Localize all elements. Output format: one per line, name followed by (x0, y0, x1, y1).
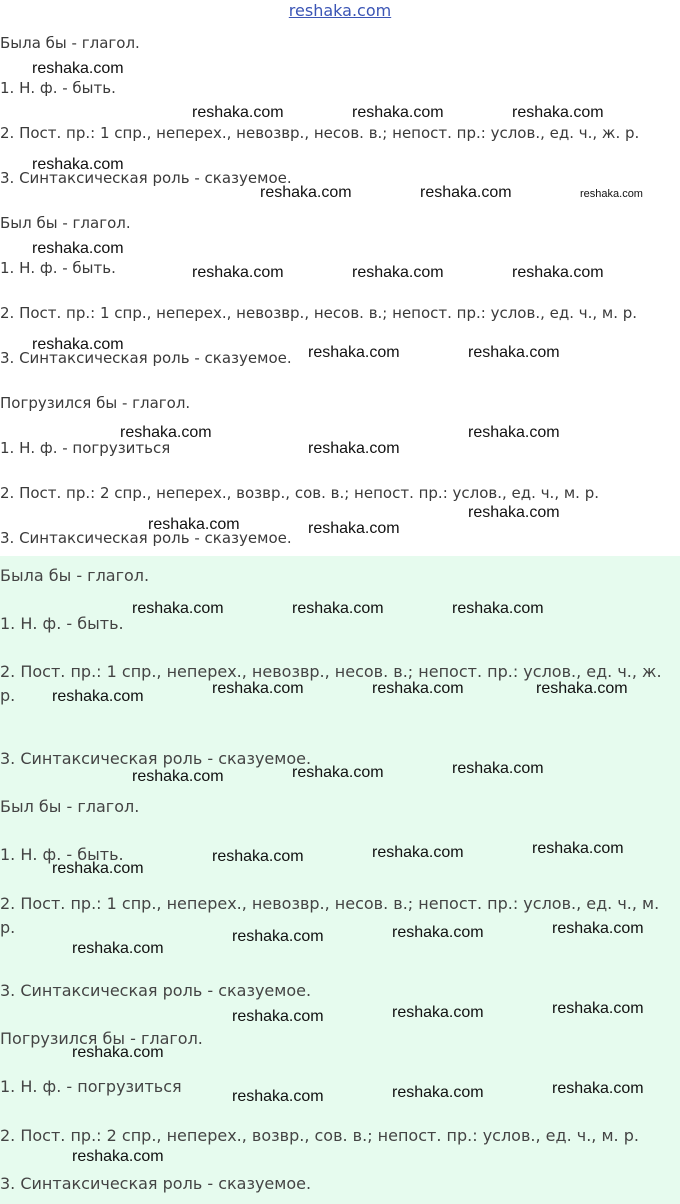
watermark: reshaka.com (72, 940, 164, 957)
watermark: reshaka.com (120, 424, 212, 441)
watermark: reshaka.com (260, 184, 352, 201)
block-title: Погрузился бы - глагол. (0, 1029, 203, 1048)
watermark: reshaka.com (32, 156, 124, 173)
watermark: reshaka.com (32, 336, 124, 353)
watermark: reshaka.com (148, 516, 240, 533)
header (0, 0, 680, 22)
watermark: reshaka.com (580, 188, 643, 200)
block-item: 1. Н. ф. - быть. (0, 845, 124, 864)
watermark: reshaka.com (552, 1000, 644, 1017)
block-item: 3. Синтаксическая роль - сказуемое. (0, 1174, 312, 1193)
block-title: Был бы - глагол. (0, 214, 131, 232)
watermark: reshaka.com (420, 184, 512, 201)
watermark: reshaka.com (132, 600, 224, 617)
block-item: 3. Синтаксическая роль - сказуемое. (0, 981, 312, 1000)
watermark: reshaka.com (532, 840, 624, 857)
block-item: 3. Синтаксическая роль - сказуемое. (0, 169, 292, 187)
watermark: reshaka.com (232, 1008, 324, 1025)
block-item: 1. Н. ф. - быть. (0, 79, 116, 97)
watermark: reshaka.com (392, 924, 484, 941)
block-item: 1. Н. ф. - быть. (0, 259, 116, 277)
watermark: reshaka.com (392, 1084, 484, 1101)
block-item: 2. Пост. пр.: 1 спр., неперех., невозвр., несов. в.; непост. пр.: услов., ед. ч., ж. р. (0, 124, 640, 142)
watermark: reshaka.com (292, 764, 384, 781)
block-item: 2. Пост. пр.: 1 спр., неперех., невозвр., несов. в.; непост. пр.: услов., ед. ч., м. р. (0, 894, 660, 937)
block-item: 1. Н. ф. - погрузиться (0, 439, 171, 457)
watermark: reshaka.com (372, 680, 464, 697)
watermark: reshaka.com (72, 1148, 164, 1165)
block-item: 3. Синтаксическая роль - сказуемое. (0, 749, 312, 768)
answer-section-2 (0, 556, 680, 1204)
watermark: reshaka.com (232, 1088, 324, 1105)
watermark: reshaka.com (452, 600, 544, 617)
watermark: reshaka.com (468, 504, 560, 521)
watermark: reshaka.com (308, 344, 400, 361)
block-item: 2. Пост. пр.: 2 спр., неперех., возвр., сов. в.; непост. пр.: услов., ед. ч., м. р. (0, 1126, 639, 1145)
block-item: 2. Пост. пр.: 1 спр., неперех., невозвр., несов. в.; непост. пр.: услов., ед. ч., м. р. (0, 304, 638, 322)
block-item: 2. Пост. пр.: 2 спр., неперех., возвр., сов. в.; непост. пр.: услов., ед. ч., м. р. (0, 484, 599, 502)
watermark: reshaka.com (212, 680, 304, 697)
site-link[interactable]: reshaka.com (288, 1, 392, 20)
watermark: reshaka.com (468, 344, 560, 361)
answer-section-1 (0, 22, 680, 556)
watermark: reshaka.com (192, 264, 284, 281)
watermark: reshaka.com (308, 440, 400, 457)
watermark: reshaka.com (292, 600, 384, 617)
watermark: reshaka.com (468, 424, 560, 441)
watermark: reshaka.com (372, 844, 464, 861)
watermark: reshaka.com (536, 680, 628, 697)
block-item: 1. Н. ф. - быть. (0, 614, 124, 633)
watermark: reshaka.com (352, 264, 444, 281)
watermark: reshaka.com (512, 264, 604, 281)
watermark: reshaka.com (232, 928, 324, 945)
watermark: reshaka.com (32, 60, 124, 77)
watermark: reshaka.com (212, 848, 304, 865)
block-item: 1. Н. ф. - погрузиться (0, 1077, 182, 1096)
watermark: reshaka.com (552, 920, 644, 937)
block-title: Была бы - глагол. (0, 566, 150, 585)
watermark: reshaka.com (132, 768, 224, 785)
watermark: reshaka.com (52, 688, 144, 705)
block-title: Погрузился бы - глагол. (0, 394, 191, 412)
watermark: reshaka.com (52, 860, 144, 877)
watermark: reshaka.com (352, 104, 444, 121)
watermark: reshaka.com (32, 240, 124, 257)
watermark: reshaka.com (72, 1044, 164, 1061)
watermark: reshaka.com (552, 1080, 644, 1097)
block-title: Был бы - глагол. (0, 797, 140, 816)
watermark: reshaka.com (512, 104, 604, 121)
block-item: 2. Пост. пр.: 1 спр., неперех., невозвр., несов. в.; непост. пр.: услов., ед. ч., ж. р. (0, 662, 662, 705)
watermark: reshaka.com (452, 760, 544, 777)
block-item: 3. Синтаксическая роль - сказуемое. (0, 349, 292, 367)
watermark: reshaka.com (192, 104, 284, 121)
block-item: 3. Синтаксическая роль - сказуемое. (0, 529, 292, 547)
watermark: reshaka.com (392, 1004, 484, 1021)
block-title: Была бы - глагол. (0, 34, 140, 52)
watermark: reshaka.com (308, 520, 400, 537)
